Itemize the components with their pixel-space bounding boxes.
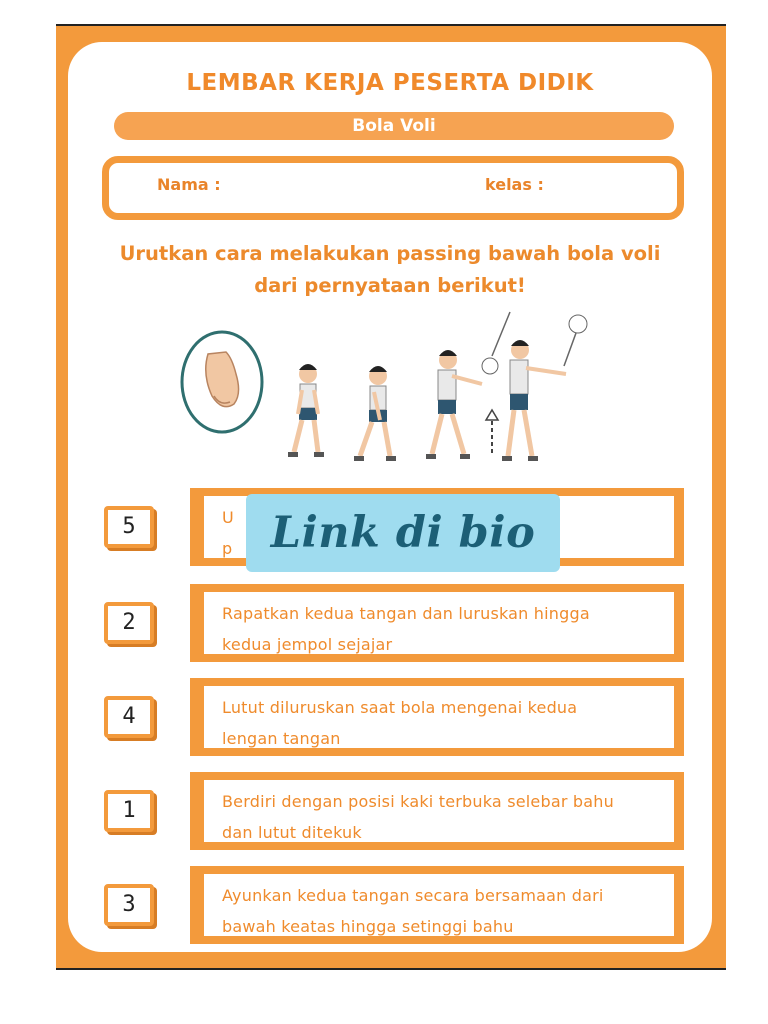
name-label: Nama : — [157, 175, 221, 194]
step-number-box: 1 — [104, 790, 154, 832]
step-statement-text: Rapatkan kedua tangan dan luruskan hingga kedua jempol sejajar — [204, 592, 674, 654]
worksheet-title: LEMBAR KERJA PESERTA DIDIK — [186, 70, 594, 96]
step-statement-box — [190, 584, 684, 662]
instruction-line-2: dari pernyataan berikut! — [254, 274, 526, 297]
player-figure-1 — [288, 364, 324, 457]
step-number-box: 5 — [104, 506, 154, 548]
step-statement-box — [190, 866, 684, 944]
step-number-box: 3 — [104, 884, 154, 926]
worksheet-frame — [56, 24, 726, 970]
step-row — [68, 584, 712, 664]
link-in-bio-banner[interactable]: Link di bio — [246, 494, 560, 572]
player-figure-2 — [354, 366, 396, 461]
worksheet-content — [68, 42, 712, 952]
step-statement-box — [190, 678, 684, 756]
player-figure-4 — [486, 315, 587, 461]
instruction-line-1: Urutkan cara melakukan passing bawah bola voli — [119, 242, 661, 265]
step-statement-text: Lutut diluruskan saat bola mengenai kedua lengan tangan — [204, 686, 674, 748]
step-row — [68, 678, 712, 758]
instruction-text — [88, 238, 692, 302]
step-statement-text: Ayunkan kedua tangan secara bersamaan dari bawah keatas hingga setinggi bahu — [204, 874, 674, 936]
subject-bar: Bola Voli — [114, 112, 674, 140]
step-row — [68, 772, 712, 852]
player-figure-3 — [426, 312, 510, 459]
step-row — [68, 866, 712, 946]
hands-closeup-illustration — [182, 332, 262, 432]
step-number-box: 2 — [104, 602, 154, 644]
passing-illustration — [180, 304, 600, 490]
step-statement-box — [190, 772, 684, 850]
name-class-box — [102, 156, 684, 220]
step-number-box: 4 — [104, 696, 154, 738]
step-statement-text: U p — [204, 496, 674, 558]
class-label: kelas : — [485, 175, 544, 194]
step-statement-text: Berdiri dengan posisi kaki terbuka selebar bahu dan lutut ditekuk — [204, 780, 674, 842]
